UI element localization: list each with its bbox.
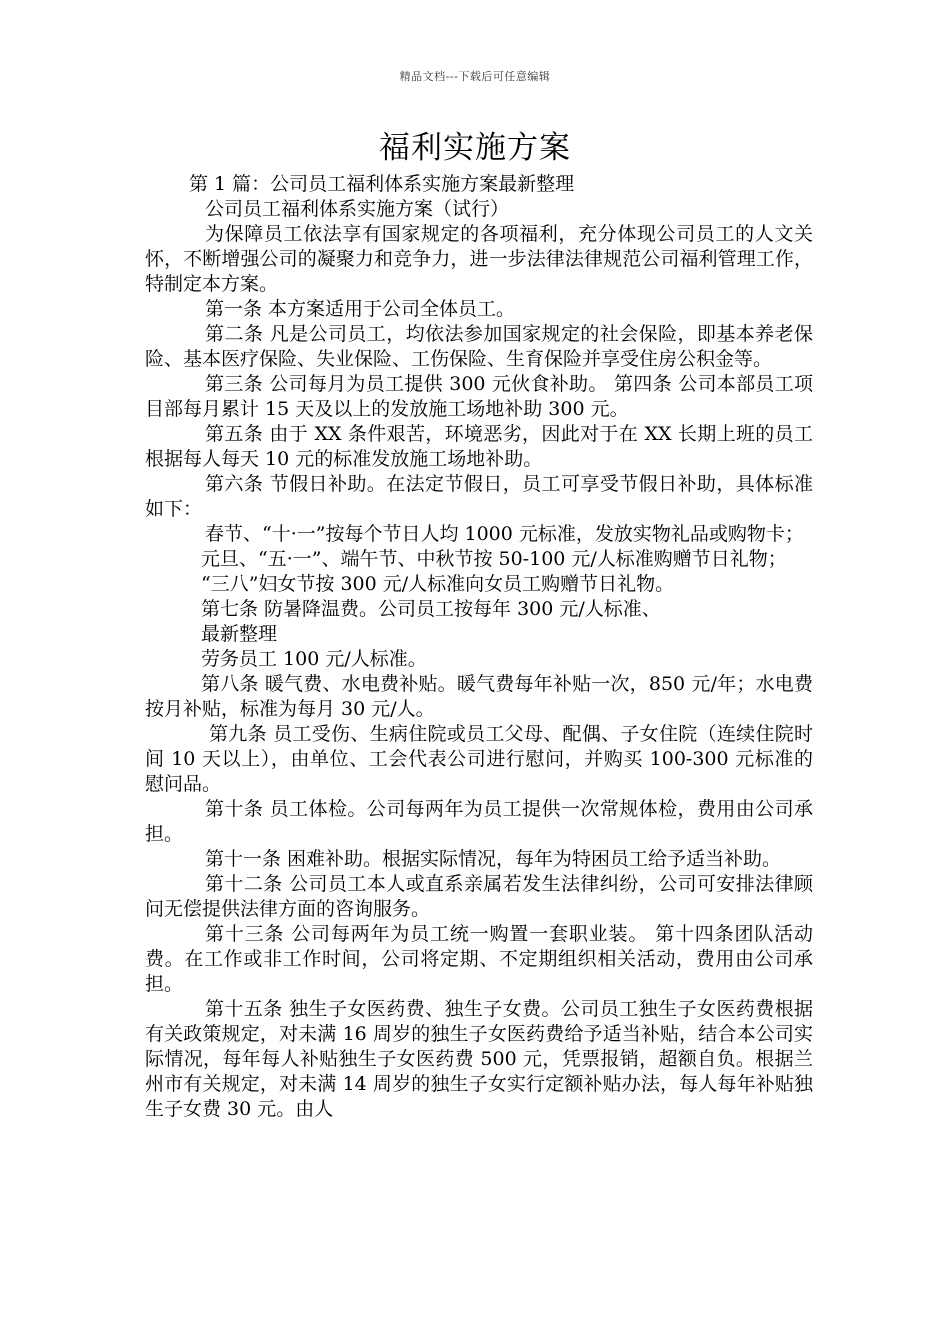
article-1-paragraph: 第一条 本方案适用于公司全体员工。 [205, 298, 516, 320]
intro-paragraph: 为保障员工依法享有国家规定的各项福利，充分体现公司员工的人文关怀，不断增强公司的凝聚力和竞争力，进一步法律法律规范公司福利管理工作，特制定本方案。 [145, 223, 813, 295]
womens-day-paragraph: “三八”妇女节按 300 元/人标准向女员工购赠节日礼物。 [201, 573, 675, 595]
article-5-paragraph: 第五条 由于 XX 条件艰苦，环境恶劣，因此对于在 XX 长期上班的员工根据每人每天 10 元的标准发放施工场地补助。 [145, 423, 813, 470]
document-title: 福利实施方案 [379, 130, 571, 166]
spring-festival-paragraph: 春节、“十·一”按每个节日人均 1000 元标准，发放实物礼品或购物卡； [205, 523, 804, 545]
article-10-paragraph: 第十条 员工体检。公司每两年为员工提供一次常规体检，费用由公司承担。 [145, 798, 813, 845]
article-11-paragraph: 第十一条 困难补助。根据实际情况，每年为特困员工给予适当补助。 [205, 848, 782, 870]
article-8-paragraph: 第八条 暖气费、水电费补贴。暖气费每年补贴一次，850 元/年；水电费按月补贴，标准为每月 30 元/人。 [145, 673, 813, 720]
article-2-paragraph: 第二条 凡是公司员工，均依法参加国家规定的社会保险，即基本养老保险、基本医疗保险、失业保险、工伤保险、生育保险并享受住房公积金等。 [145, 323, 813, 370]
article-6-paragraph: 第六条 节假日补助。在法定节假日，员工可享受节假日补助，具体标准如下： [145, 473, 813, 520]
article-3-4-paragraph: 第三条 公司每月为员工提供 300 元伙食补助。 第四条 公司本部员工项目部每月累计 15 天及以上的发放施工场地补助 300 元。 [145, 373, 813, 420]
article-7-paragraph: 第七条 防暑降温费。公司员工按每年 300 元/人标准、 [201, 598, 661, 620]
document-body [145, 172, 813, 1122]
section-heading: 第 1 篇：公司员工福利体系实施方案最新整理 [189, 173, 575, 195]
holidays-paragraph: 元旦、“五·一”、端午节、中秋节按 50-100 元/人标准购赠节日礼物； [201, 548, 787, 570]
page-header-note: 精品文档---下载后可任意编辑 [399, 70, 551, 83]
labor-staff-paragraph: 劳务员工 100 元/人标准。 [201, 648, 427, 670]
article-9-paragraph: 第九条 员工受伤、生病住院或员工父母、配偶、子女住院（连续住院时间 10 天以上），由单位、工会代表公司进行慰问，并购买 100-300 元标准的慰问品。 [145, 723, 813, 795]
article-13-14-paragraph: 第十三条 公司每两年为员工统一购置一套职业装。 第十四条团队活动费。在工作或非工作时间，公司将定期、不定期组织相关活动，费用由公司承担。 [145, 923, 813, 995]
subtitle-paragraph: 公司员工福利体系实施方案（试行） [205, 198, 510, 220]
article-15-paragraph: 第十五条 独生子女医药费、独生子女费。公司员工独生子女医药费根据有关政策规定，对未满 16 周岁的独生子女医药费给予适当补贴，结合本公司实际情况，每年每人补贴独生子女医药费 500 元，凭票报销，超额自负。根据兰州市有关规定，对未满 14 周岁的独生子女实行定额补贴办法，每人每年补贴独生子女费 30 元。由人 [145, 998, 813, 1120]
article-12-paragraph: 第十二条 公司员工本人或直系亲属若发生法律纠纷，公司可安排法律顾问无偿提供法律方面的咨询服务。 [145, 873, 813, 920]
watermark-text: 最新整理 [201, 623, 278, 645]
